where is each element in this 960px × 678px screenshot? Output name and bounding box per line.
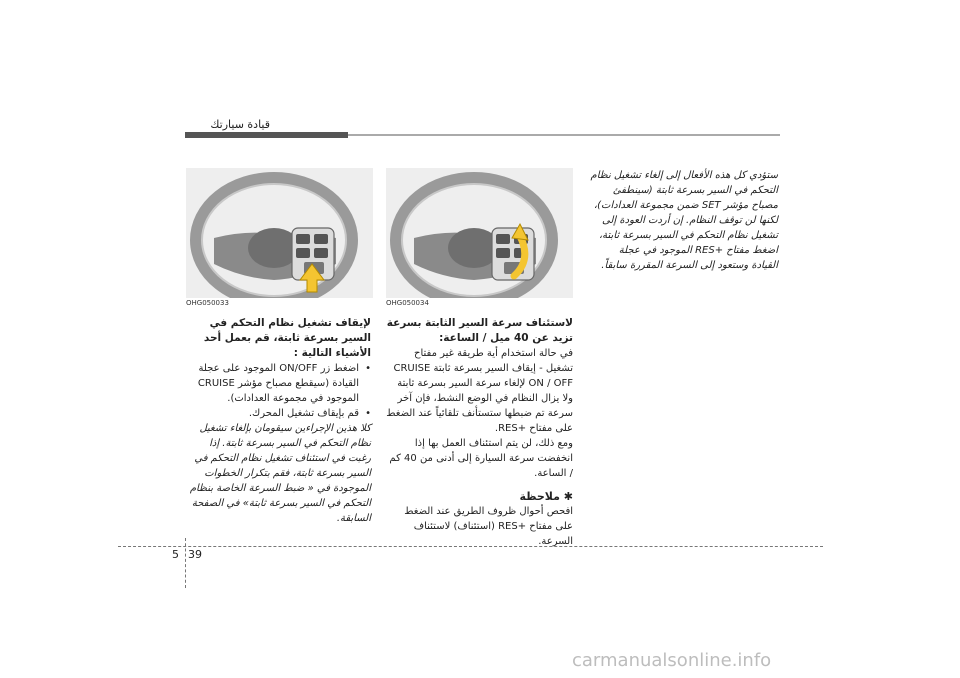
- page-number: 39: [188, 548, 202, 561]
- bullet-text: قم بإيقاف تشغيل المحرك.: [248, 408, 359, 419]
- figure-code-left: OHG050033: [186, 299, 229, 307]
- cancel-italic-note: كلا هذين الإجراءين سيقومان بإلغاء تشغيل نظام التحكم في السير بسرعة ثابتة. إذا رغبت في استئناف تشغيل نظام التحكم في السير بسرعة ثابتة، فقم بتكرار الخطوات الموجودة في « ضبط السرعة الخاصة بنظام التحكم في السير بسرعة ثابتة» في الصفحة السابقة.: [189, 423, 371, 524]
- note-text: افحص أحوال ظروف الطريق عند الضغط على مفتاح +RES (استئناف) لاستئناف السرعة.: [404, 506, 573, 547]
- footer-vertical-divider: [185, 538, 186, 588]
- resume-paragraph: في حالة استخدام أية طريقة غير مفتاح تشغيل - إيقاف السير بسرعة ثابتة CRUISE ON / OFF لإلغاء سرعة السير بسرعة ثابتة ولا يزال النظام في الوضع النشط، فإن آخر سرعة تم ضبطها ستستأنف تلقائياً عند الضغط على مفتاح +RES.: [386, 348, 573, 434]
- steering-wheel-photo-left: [186, 168, 373, 298]
- section-number: 5: [172, 548, 179, 561]
- watermark: carmanualsonline.info: [572, 650, 772, 671]
- column-continued-text: ستؤدي كل هذه الأفعال إلى إلغاء تشغيل نظام التحكم في السير بسرعة ثابتة (سينطفئ مصباح مؤشر SET ضمن مجموعة العدادات)، لكنها لن توقف النظام. إن أردت العودة إلى تشغيل نظام التحكم في السير بسرعة ثابتة، اضغط مفتاح +RES الموجود في عجلة القيادة وستعود إلى السرعة المقررة سابقاً.: [590, 170, 778, 271]
- bullet-icon: •: [365, 363, 371, 374]
- bullet-item: [186, 406, 371, 421]
- bullet-text: اضغط زر ON/OFF الموجود على عجلة القيادة (سيقطع مصباح مؤشر CRUISE الموجود في مجموعة العدادات).: [197, 363, 359, 404]
- note-heading: ✱ ملاحظة: [519, 490, 573, 503]
- resume-paragraph: ومع ذلك، لن يتم استئناف العمل بها إذا انخفضت سرعة السيارة إلى أدنى من 40 كم / الساعة.: [389, 438, 573, 479]
- bullet-item: [186, 361, 371, 406]
- steering-wheel-photo-right: [386, 168, 573, 298]
- header-title: قيادة سيارتك: [210, 118, 270, 131]
- header-bar: [185, 132, 348, 138]
- column-resume-instructions: [386, 316, 573, 549]
- footer-divider: [118, 546, 823, 547]
- cancel-heading: لإيقاف تشغيل نظام التحكم في السير بسرعة ثابتة، قم بعمل أحد الأشياء التالية :: [203, 317, 371, 359]
- column-cancel-instructions: [186, 316, 371, 526]
- figure-code-right: OHG050034: [386, 299, 429, 307]
- bullet-icon: •: [365, 408, 371, 419]
- resume-heading: لاستئناف سرعة السير الثابتة بسرعة تزيد عن 40 ميل / الساعة:: [386, 317, 573, 344]
- header-rule: [348, 134, 780, 136]
